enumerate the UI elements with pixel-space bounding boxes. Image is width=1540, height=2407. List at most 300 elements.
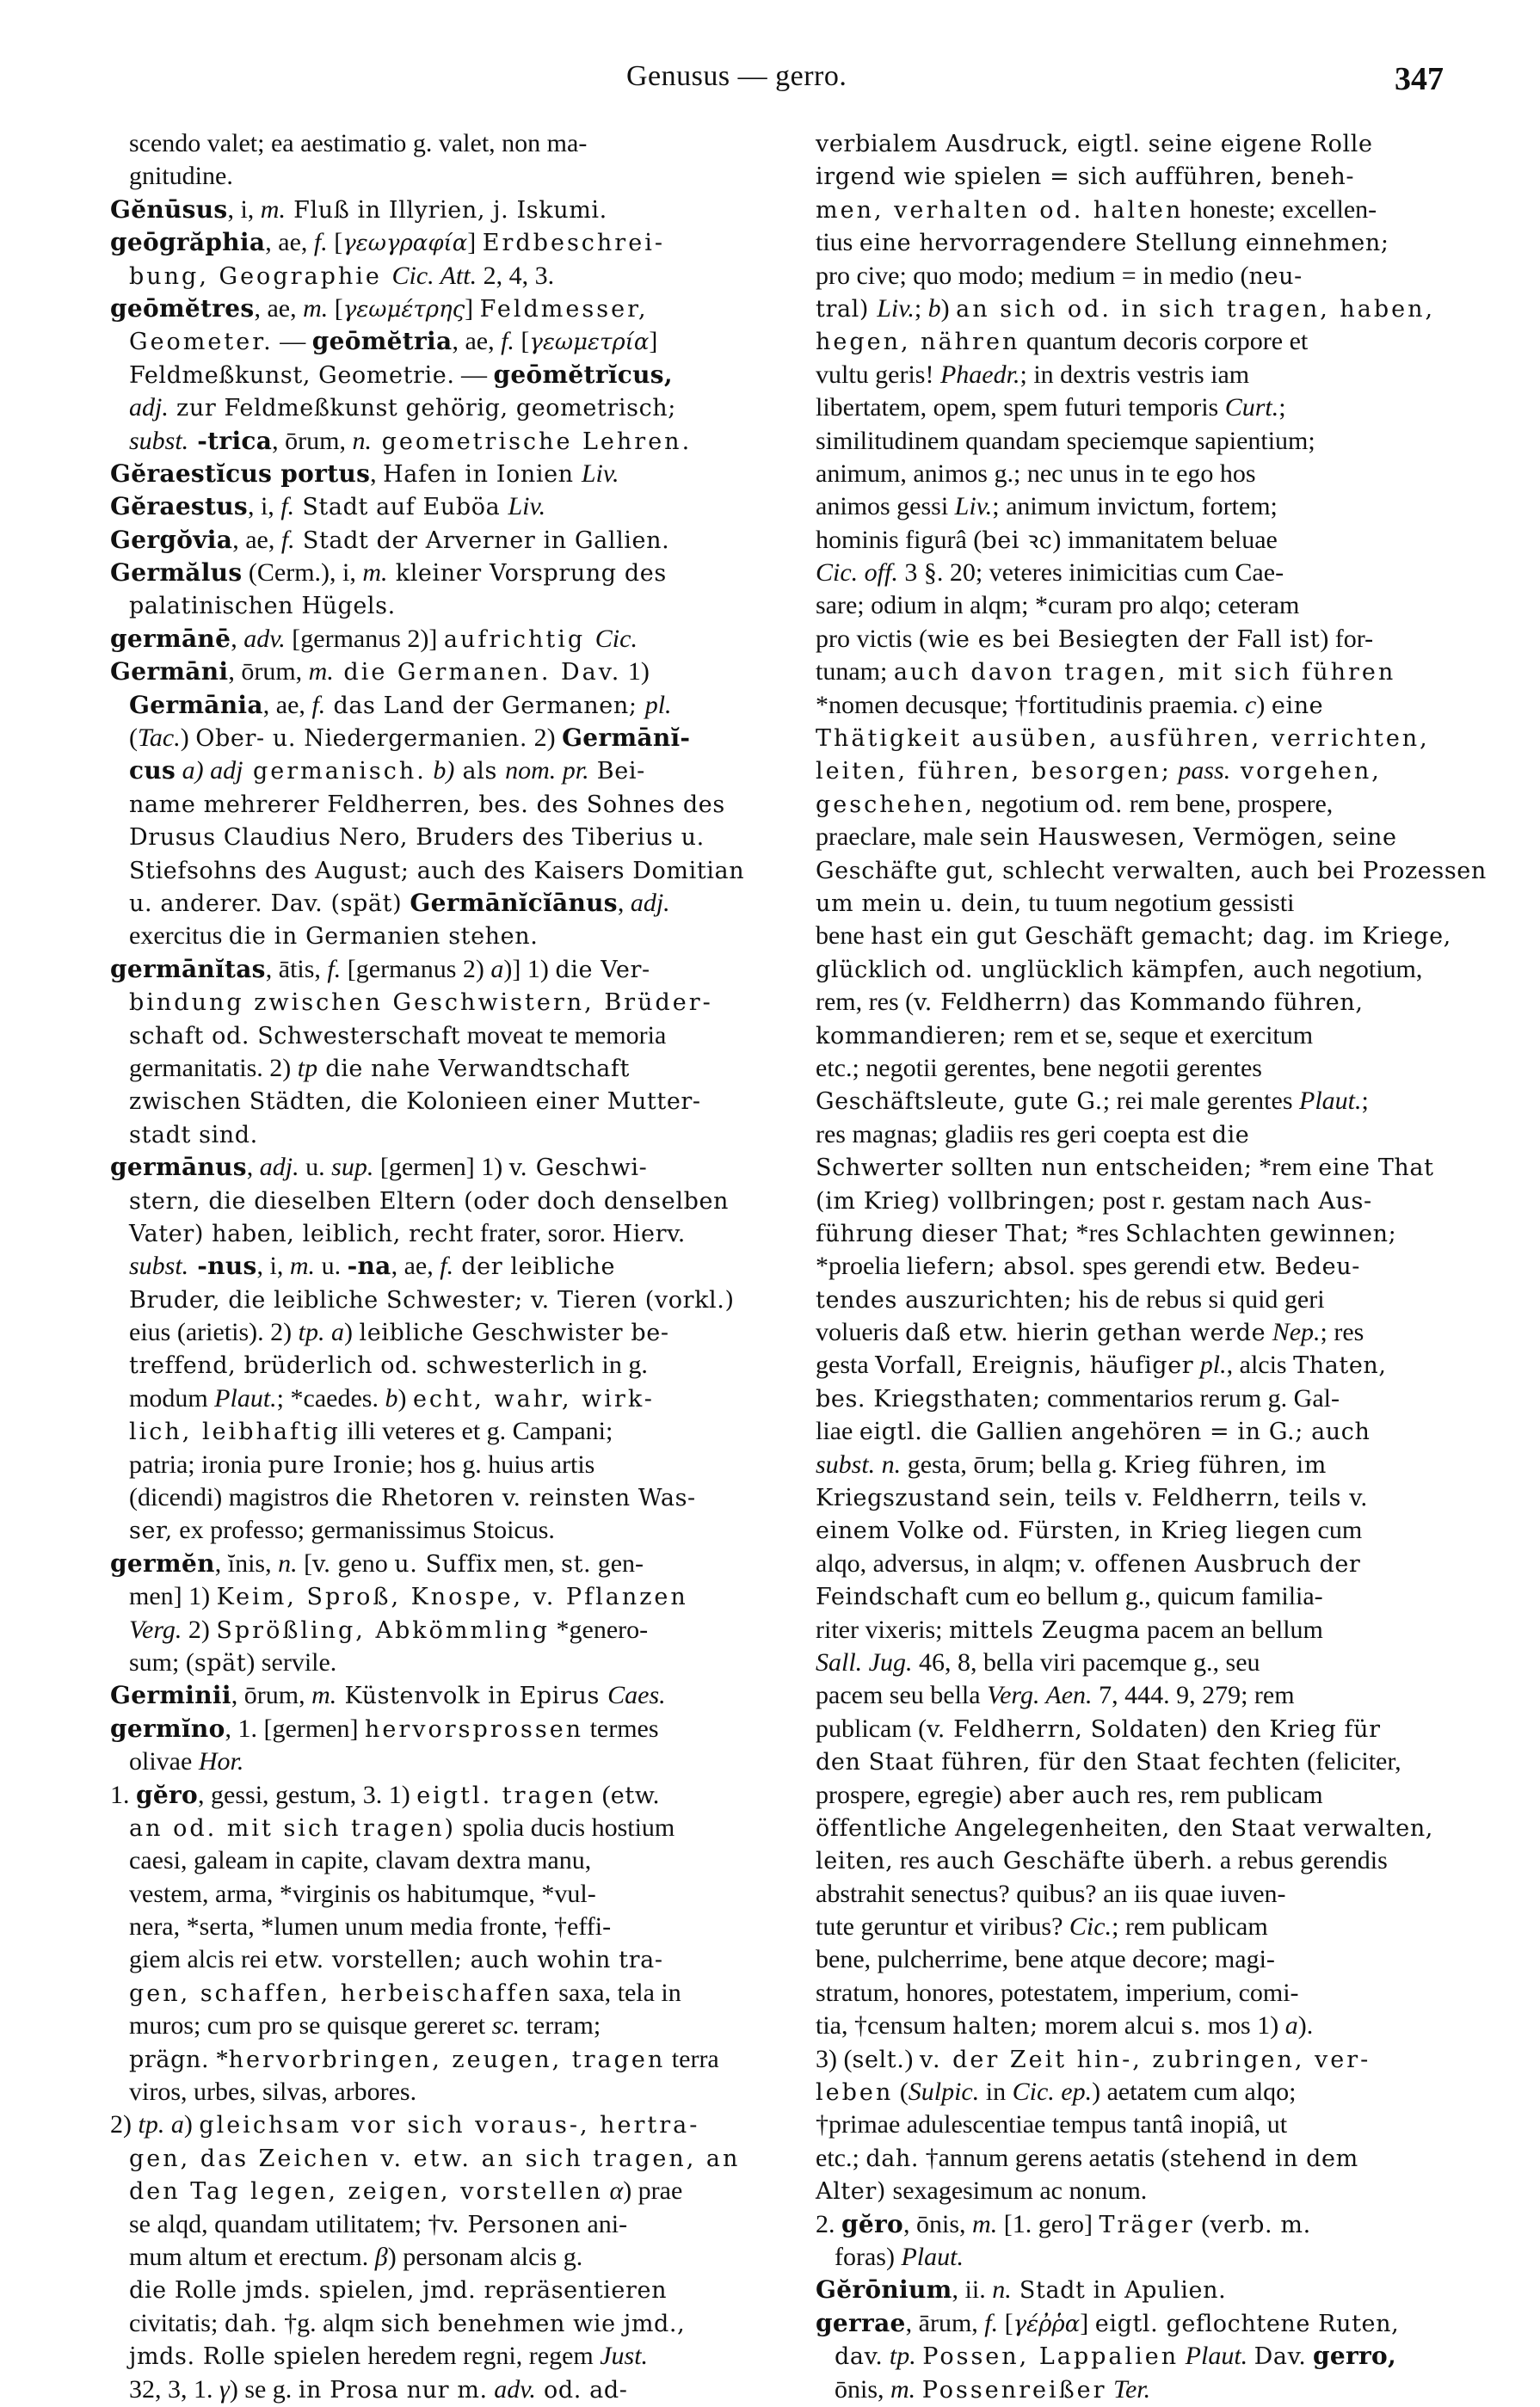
text-line bbox=[110, 2373, 807, 2406]
text-run: dav. bbox=[835, 2343, 884, 2371]
text-run: führung dieser That; bbox=[816, 1220, 1069, 1247]
text-run: lich, leibhaftig bbox=[129, 1419, 341, 1446]
text-line bbox=[816, 754, 1448, 787]
text-run: commentarios rerum g. Gal- bbox=[1040, 1383, 1340, 1413]
text-line bbox=[816, 656, 1448, 688]
text-line bbox=[110, 1085, 807, 1117]
text-run: n. bbox=[352, 426, 372, 455]
text-run: bene, pulcherrime, bene atque decore; magi- bbox=[816, 1945, 1275, 1974]
text-run: leiten, bbox=[816, 1848, 894, 1875]
headword: Germānĭ- bbox=[562, 723, 691, 753]
text-line bbox=[110, 1052, 807, 1085]
text-line bbox=[816, 887, 1448, 920]
text-line bbox=[816, 1679, 1448, 1712]
text-run: Cic. Att. bbox=[391, 261, 477, 290]
text-run: v. Personen bbox=[440, 2211, 581, 2238]
text-run: γεωγραφία bbox=[342, 231, 468, 257]
text-run: Feldmeßkunst, Geometrie. bbox=[129, 361, 455, 389]
text-run: 3 §. 20; veteres inimicitias cum Cae- bbox=[897, 558, 1284, 588]
text-run: Thätigkeit ausüben, ausführen, verrichten, bbox=[816, 725, 1430, 753]
headword: -nus bbox=[188, 1252, 257, 1281]
text-line bbox=[110, 2142, 807, 2175]
text-run: †primae adulescentiae tempus tantâ inopiâ, ut bbox=[816, 2110, 1288, 2139]
text-run: Träger bbox=[1099, 2211, 1195, 2238]
text-run: [ bbox=[514, 327, 530, 356]
text-run: Geschäftsleute, gute G. bbox=[816, 1088, 1103, 1116]
text-run: ) servile. bbox=[246, 1647, 337, 1677]
text-run: m. bbox=[303, 293, 329, 323]
text-line bbox=[816, 920, 1451, 952]
headword: germānus bbox=[110, 1153, 247, 1182]
text-line bbox=[816, 821, 1448, 853]
text-run: mos 1) bbox=[1201, 2011, 1285, 2041]
text-run: st. bbox=[561, 1550, 592, 1578]
text-run: tp bbox=[297, 1053, 318, 1082]
text-run: adj. bbox=[259, 1153, 299, 1182]
text-run: v. Feldherrn, Soldaten) den Krieg für bbox=[927, 1715, 1381, 1743]
text-run: Dav. bbox=[1254, 2343, 1307, 2371]
text-run: eigtl. tragen bbox=[416, 1782, 596, 1809]
text-run: Erdbeschrei- bbox=[482, 230, 665, 257]
text-run: v. Geschwi- bbox=[508, 1154, 648, 1182]
headword: Gĕraestus bbox=[110, 492, 248, 521]
text-run: Cic. bbox=[1069, 1912, 1112, 1942]
text-run: m. bbox=[289, 1252, 316, 1281]
text-run: scendo valet; ea aestimatio g. valet, non ma- bbox=[129, 129, 588, 157]
text-run: bene bbox=[816, 921, 872, 951]
text-run: den Staat führen, für den Staat fechten bbox=[816, 1749, 1301, 1776]
text-run: terra bbox=[665, 2044, 719, 2073]
text-line bbox=[110, 1514, 807, 1547]
text-line bbox=[110, 2241, 807, 2274]
text-run: 1) bbox=[621, 657, 650, 686]
text-run: ) bbox=[904, 2044, 920, 2073]
text-run: Sprößling, Abkömmling bbox=[216, 1616, 551, 1644]
headword: Germānia bbox=[129, 690, 263, 719]
text-run: in bbox=[979, 2078, 1013, 2107]
text-run: volueris bbox=[816, 1318, 906, 1347]
text-run: ; in dextris vestris iam bbox=[1019, 360, 1250, 389]
text-run: res bbox=[893, 1846, 937, 1875]
text-run: Küstenvolk in Epirus bbox=[336, 1683, 608, 1710]
text-run: Sall. Jug. bbox=[816, 1647, 913, 1677]
text-run: quantum decoris corpore et bbox=[1019, 327, 1309, 356]
text-run: [ bbox=[998, 2308, 1013, 2337]
text-line bbox=[110, 260, 807, 292]
text-run: eine hervorragendere Stellung einnehmen; bbox=[859, 230, 1389, 257]
text-run: dah. bbox=[865, 2145, 920, 2172]
text-run: die Rhetoren v. reinsten Was- bbox=[335, 1485, 696, 1512]
text-run: post r. gestam bbox=[1096, 1185, 1252, 1215]
headword: geōmĕtria bbox=[311, 327, 453, 356]
text-run: das Land der Germanen; bbox=[325, 692, 645, 719]
headword: Germălus bbox=[110, 558, 243, 588]
text-run: (feliciter, bbox=[1300, 1747, 1401, 1776]
text-run: spät bbox=[194, 1649, 247, 1677]
text-run: stratum, honores, potestatem, imperium, comi- bbox=[816, 1978, 1299, 2007]
headword: Gergŏvia bbox=[110, 525, 233, 554]
text-run: heredem regni, regem bbox=[360, 2342, 601, 2371]
headword: Gĕrōnium bbox=[816, 2275, 952, 2305]
text-line bbox=[110, 623, 807, 656]
text-line bbox=[816, 458, 1448, 490]
text-run: Verg. bbox=[129, 1615, 182, 1644]
text-run: den Tag legen, zeigen, vorstellen bbox=[129, 2178, 603, 2206]
text-run: ] bbox=[467, 228, 483, 257]
text-line bbox=[816, 2010, 1448, 2042]
text-run: honeste; excellen- bbox=[1183, 194, 1377, 224]
text-line bbox=[816, 1812, 1448, 1844]
text-run: negotium, bbox=[1312, 954, 1423, 983]
text-run: m. bbox=[308, 657, 334, 686]
text-run: echt, wahr, wirk- bbox=[412, 1385, 655, 1413]
text-line bbox=[110, 2340, 807, 2373]
text-run: Stiefsohns des August; auch des Kaisers Domitian bbox=[129, 857, 745, 884]
text-run: caesi, galeam in capite, clavam dextra manu, bbox=[129, 1846, 592, 1875]
text-run: m. bbox=[362, 558, 388, 588]
text-line bbox=[816, 359, 1448, 391]
text-run: Plaut. bbox=[1185, 2342, 1248, 2371]
headword: Germinii bbox=[110, 1681, 231, 1710]
text-line bbox=[110, 887, 807, 920]
text-run: ani- bbox=[580, 2209, 628, 2238]
text-run: ] bbox=[1080, 2308, 1095, 2337]
text-run: auch davon tragen, mit sich führen bbox=[893, 659, 1396, 686]
text-run: die bbox=[1211, 1121, 1250, 1148]
text-line bbox=[816, 1647, 1448, 1679]
text-run: Curt. bbox=[1224, 393, 1279, 422]
text-run: eigtl. geflochtene Ruten, bbox=[1094, 2310, 1400, 2337]
text-run: 3) ( bbox=[816, 2044, 853, 2073]
text-run: (dicendi) magistros bbox=[129, 1483, 336, 1512]
text-line bbox=[816, 325, 1448, 358]
text-line bbox=[110, 1316, 807, 1349]
headword: germānĭtas bbox=[110, 954, 266, 983]
text-run: hast ein gut Geschäft gemacht; dag. im Kriege, bbox=[871, 923, 1451, 951]
text-line bbox=[110, 1548, 807, 1580]
text-line bbox=[110, 1349, 807, 1382]
text-line bbox=[816, 2108, 1448, 2141]
headword: Germānĭcĭānus bbox=[410, 888, 618, 917]
text-line bbox=[110, 1713, 807, 1745]
text-run: γεωμέτρης bbox=[342, 296, 465, 323]
text-run: civitatis; bbox=[129, 2308, 225, 2337]
text-line bbox=[110, 325, 807, 358]
text-run: Tac. bbox=[138, 723, 181, 753]
text-run: se alqd, quandam utilitatem; † bbox=[129, 2209, 441, 2238]
text-run: [germen] 1) bbox=[373, 1153, 509, 1182]
text-run: treffend, brüderlich od. schwesterlich bbox=[129, 1352, 595, 1380]
text-run: men, bbox=[496, 1548, 562, 1578]
text-line bbox=[110, 1943, 807, 1976]
text-run: dah. bbox=[224, 2310, 278, 2337]
text-line bbox=[816, 524, 1448, 557]
text-run: , ōrum, bbox=[231, 1681, 312, 1710]
text-run: eine bbox=[1271, 692, 1324, 719]
text-run bbox=[915, 2375, 922, 2404]
text-line bbox=[110, 821, 807, 853]
text-line bbox=[110, 425, 807, 458]
text-line bbox=[816, 160, 1448, 193]
text-run: illi veteres et g. Campani; bbox=[340, 1417, 613, 1446]
text-line bbox=[110, 722, 807, 754]
text-run: viros, urbes, silvas, arbores. bbox=[129, 2078, 417, 2107]
text-line bbox=[110, 1745, 807, 1778]
text-run: muros; cum pro se quisque gereret bbox=[129, 2011, 492, 2041]
text-run: germanisch. bbox=[243, 758, 427, 785]
text-run: abstrahit senectus? quibus? an iis quae iuven- bbox=[816, 1879, 1286, 1908]
text-line bbox=[816, 1977, 1448, 2010]
text-line bbox=[110, 1481, 807, 1514]
text-run: ; bbox=[1278, 393, 1286, 422]
text-run: [germanus 2)] bbox=[285, 624, 444, 653]
text-run: pl. bbox=[644, 690, 672, 719]
text-run: gesta bbox=[816, 1351, 876, 1380]
text-run: ; res bbox=[1320, 1318, 1364, 1347]
text-run: cum bbox=[1311, 1516, 1363, 1545]
text-run: ) bbox=[1256, 690, 1272, 719]
text-run: n. bbox=[278, 1548, 298, 1578]
headword: geōmĕtres bbox=[110, 293, 255, 323]
text-run: c bbox=[1245, 690, 1257, 719]
text-line bbox=[816, 2175, 1448, 2207]
text-run: hominis figurâ ( bbox=[816, 525, 983, 554]
text-run: , i, bbox=[256, 1252, 290, 1281]
text-line bbox=[110, 359, 807, 391]
text-run: prägn. bbox=[129, 2046, 210, 2073]
page-header bbox=[0, 60, 1540, 112]
text-run: Hafen in Ionien bbox=[383, 460, 582, 488]
text-run: [germanus 2) bbox=[341, 954, 491, 983]
text-run: sexagesimum ac nonum. bbox=[886, 2176, 1148, 2206]
text-run: tp. bbox=[889, 2342, 916, 2371]
text-line bbox=[816, 689, 1448, 722]
text-line bbox=[816, 1745, 1448, 1778]
text-run: a) adj bbox=[182, 756, 243, 785]
text-run: publicam ( bbox=[816, 1714, 927, 1743]
text-run: hegen, nähren bbox=[816, 329, 1020, 356]
text-line bbox=[110, 2076, 807, 2108]
text-run: pl. bbox=[1199, 1351, 1227, 1380]
text-run: , ae, bbox=[265, 228, 314, 257]
text-line bbox=[816, 1382, 1448, 1415]
text-line bbox=[110, 2307, 807, 2340]
headword: Gĕraestĭcus portus bbox=[110, 459, 371, 488]
text-line bbox=[816, 1911, 1448, 1943]
text-run: pro cive; quo modo; medium = in medio ( bbox=[816, 261, 1249, 290]
text-run bbox=[488, 2375, 495, 2404]
text-run: Stadt auf Euböa bbox=[294, 494, 508, 521]
text-run: sein Hauswesen, Vermögen, seine bbox=[979, 824, 1397, 852]
text-line bbox=[816, 1185, 1448, 1217]
text-run: a bbox=[1284, 2011, 1298, 2041]
text-line bbox=[816, 788, 1448, 821]
text-run: ) bbox=[183, 2110, 200, 2139]
text-line bbox=[816, 391, 1448, 424]
text-run: pass. bbox=[1178, 756, 1231, 785]
text-run: schaft od. Schwesterschaft bbox=[129, 1022, 461, 1050]
text-run: Just. bbox=[600, 2342, 649, 2371]
text-run: etc.; bbox=[816, 2143, 866, 2172]
text-run: alqo, adversus, in alqm; bbox=[816, 1548, 1069, 1578]
text-run: spes gerendi bbox=[1075, 1252, 1217, 1281]
text-run: animos gessi bbox=[816, 492, 955, 521]
text-run: u. bbox=[299, 1153, 332, 1182]
text-line bbox=[816, 2208, 1448, 2241]
text-run: Plaut. bbox=[1299, 1087, 1362, 1116]
text-run: name mehrerer Feldherren, bes. des Sohnes des bbox=[129, 791, 725, 818]
text-run: ] bbox=[649, 327, 658, 356]
text-run: a bbox=[490, 954, 504, 983]
text-run: ) aetatem cum alqo; bbox=[1092, 2078, 1297, 2107]
text-run: f. bbox=[440, 1252, 454, 1281]
text-run: die Rolle jmds. spielen, jmd. repräsentieren bbox=[129, 2277, 668, 2305]
text-run: , ōrum, bbox=[272, 426, 353, 455]
text-run: pacem seu bella bbox=[816, 1681, 988, 1710]
text-run: ] bbox=[465, 293, 480, 323]
text-run: tunam; bbox=[816, 657, 894, 686]
text-line bbox=[816, 1217, 1448, 1250]
text-run: f. bbox=[280, 492, 295, 521]
text-run: 2, 4, 3. bbox=[477, 261, 555, 290]
text-run: [ bbox=[328, 293, 343, 323]
text-run: ( bbox=[893, 2078, 909, 2107]
text-run: f. bbox=[313, 228, 328, 257]
text-run: an od. mit sich tragen) bbox=[129, 1814, 457, 1842]
text-run: ; bbox=[1361, 1087, 1369, 1116]
headword: germĭno bbox=[110, 1714, 225, 1743]
text-run: moveat te memoria bbox=[460, 1020, 667, 1050]
text-run: terram; bbox=[520, 2011, 601, 2041]
text-run: spolia ducis hostium bbox=[456, 1813, 675, 1842]
text-run: animum, animos g.; nec unus in te ego hos bbox=[816, 459, 1256, 488]
text-run: ex professo; germanissimus Stoicus. bbox=[172, 1516, 555, 1545]
text-run: etw. bbox=[610, 1782, 661, 1809]
text-run: m. bbox=[972, 2209, 998, 2238]
text-run: rem et se, seque et exercitum bbox=[1007, 1020, 1314, 1050]
text-run: tral) bbox=[816, 295, 878, 323]
text-run: riter vixeris; bbox=[816, 1615, 949, 1644]
text-line bbox=[816, 1316, 1448, 1349]
text-run: pure Ironie bbox=[268, 1451, 407, 1479]
headword: geōmĕtrĭcus, bbox=[493, 360, 673, 389]
text-run: eius (arietis). 2) bbox=[129, 1318, 299, 1347]
text-run: ) se g. bbox=[229, 2374, 299, 2404]
text-run: palatinischen Hügels. bbox=[129, 593, 396, 620]
text-run: adv. bbox=[494, 2374, 536, 2404]
text-run bbox=[883, 2342, 890, 2370]
headword: gerro, bbox=[1312, 2342, 1397, 2371]
text-run: halten; bbox=[952, 2013, 1038, 2041]
text-run: , ae, bbox=[452, 327, 502, 356]
text-line bbox=[110, 557, 807, 589]
text-run: v. Feldherrn) das Kommando führen, bbox=[914, 989, 1364, 1017]
text-run: leben bbox=[816, 2079, 894, 2107]
text-line bbox=[816, 722, 1448, 754]
text-run: liae bbox=[816, 1417, 859, 1446]
text-run: gesta, ōrum; bella g. bbox=[901, 1450, 1124, 1479]
text-run: daß etw. hierin gethan werde bbox=[905, 1320, 1266, 1347]
text-run: ) bbox=[180, 723, 196, 753]
text-run: tius bbox=[816, 228, 859, 257]
text-line bbox=[816, 490, 1448, 523]
text-run: Plaut. bbox=[214, 1383, 277, 1413]
text-line bbox=[816, 953, 1448, 986]
text-run: ; *caedes. bbox=[276, 1383, 385, 1413]
text-run: um mein u. dein, bbox=[816, 890, 1022, 917]
text-run: u. bbox=[315, 1252, 348, 1281]
headword: -trica bbox=[188, 426, 273, 455]
text-run: jmds. Rolle spielen bbox=[129, 2343, 361, 2371]
text-run: ōnis, bbox=[835, 2374, 891, 2404]
text-run: , ae, bbox=[254, 293, 304, 323]
text-run: Liv. bbox=[581, 459, 619, 488]
text-line bbox=[110, 920, 807, 952]
text-run: f. bbox=[984, 2308, 999, 2337]
text-run: liefern; absol. bbox=[906, 1253, 1076, 1281]
text-run: sum; ( bbox=[129, 1647, 194, 1677]
text-run: subst. bbox=[129, 1252, 189, 1281]
text-run: , ĭnis, bbox=[214, 1548, 279, 1578]
text-run: der leibliche bbox=[453, 1253, 616, 1281]
text-run: 1. bbox=[110, 1780, 136, 1809]
text-run: stern, die dieselben Eltern (oder doch denselben bbox=[129, 1187, 730, 1215]
text-line bbox=[816, 260, 1448, 292]
text-run: , bbox=[231, 624, 244, 653]
text-line bbox=[110, 1019, 807, 1052]
text-run: ser, bbox=[129, 1517, 173, 1545]
text-run: Caes. bbox=[607, 1681, 666, 1710]
text-line bbox=[110, 1415, 807, 1448]
text-run: adv. bbox=[243, 624, 286, 653]
text-run: Drusus Claudius Nero, Bruders des Tiberius u. bbox=[129, 824, 705, 852]
text-run: in Prosa nur m. bbox=[298, 2376, 488, 2404]
text-run: Feindschaft bbox=[816, 1584, 959, 1611]
text-line bbox=[110, 1118, 807, 1151]
text-line bbox=[816, 2307, 1448, 2340]
text-run: 2) bbox=[110, 2110, 139, 2139]
text-run: 32, 3, 1. bbox=[129, 2374, 219, 2404]
text-run: , ae, bbox=[262, 690, 312, 719]
text-line bbox=[110, 226, 807, 259]
text-run: bung, Geographie bbox=[129, 262, 392, 290]
text-line bbox=[816, 127, 1448, 160]
text-run: Liv. bbox=[954, 492, 993, 521]
text-run: frater, soror. bbox=[473, 1218, 613, 1247]
text-run: 7, 444. 9, 279; rem bbox=[1092, 1681, 1295, 1710]
text-run: rem bene, prospere, bbox=[1123, 789, 1334, 818]
text-run: mum altum et erectum. bbox=[129, 2243, 375, 2271]
text-run: , ōnis, bbox=[903, 2209, 973, 2238]
text-run: Possen, Lappalien bbox=[922, 2343, 1180, 2371]
text-run: neu- bbox=[1248, 262, 1303, 290]
text-run: Phaedr. bbox=[939, 360, 1020, 389]
text-run: ) bbox=[940, 293, 957, 323]
text-run: stadt sind. bbox=[129, 1121, 258, 1148]
text-run: Vorfall, Ereignis, häufiger bbox=[875, 1352, 1194, 1380]
text-run: od. ad- bbox=[535, 2376, 628, 2404]
text-run: vorgehen, bbox=[1230, 758, 1382, 785]
text-run: , ii. bbox=[952, 2275, 993, 2305]
text-run: etc.; negotii gerentes, bene negotii gerentes bbox=[816, 1053, 1262, 1082]
text-run: v. offenen Ausbruch der bbox=[1068, 1550, 1361, 1578]
text-line bbox=[110, 854, 807, 887]
text-run: öffentliche Angelegenheiten, den Staat verwalten, bbox=[816, 1814, 1433, 1842]
text-line bbox=[110, 1580, 807, 1613]
text-run: zur Feldmeßkunst gehörig, geometrisch; bbox=[168, 395, 676, 422]
text-run: prospere, egregie) bbox=[816, 1780, 1009, 1809]
text-line bbox=[110, 1812, 807, 1844]
